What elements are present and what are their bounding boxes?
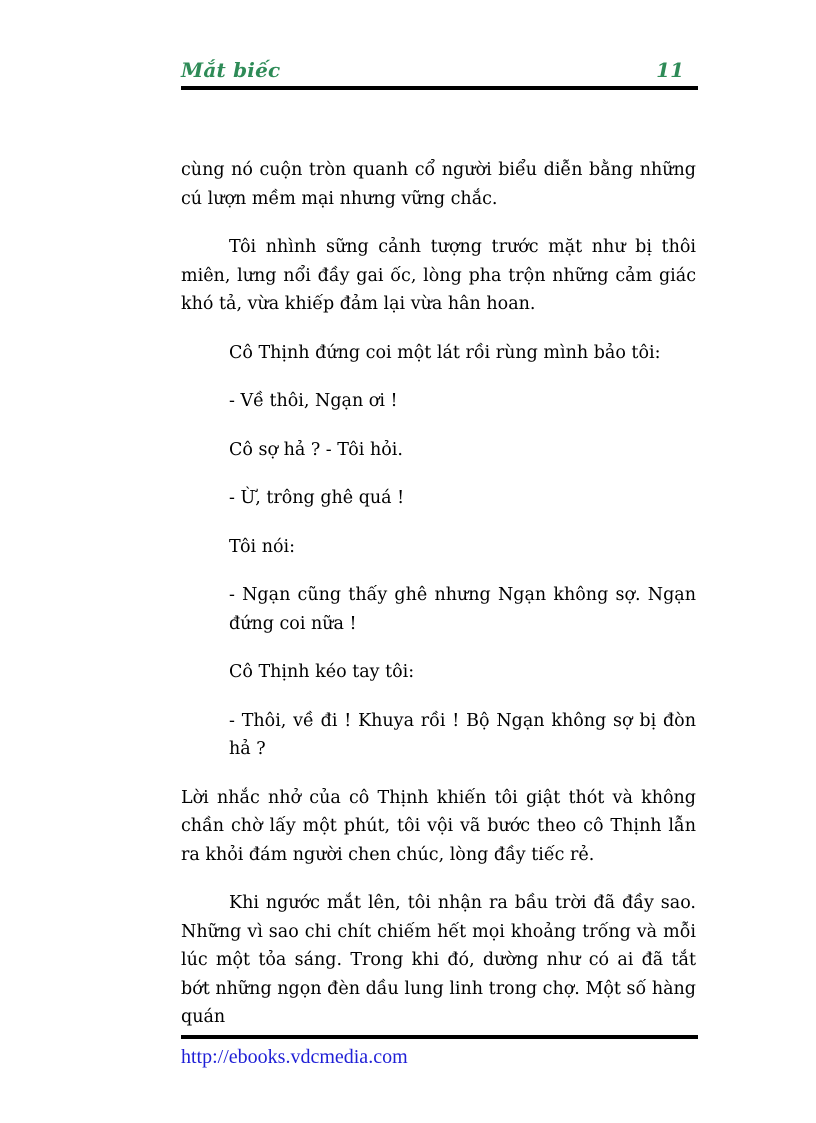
body-text [181, 156, 696, 1052]
dialogue-line: - Thôi, về đi ! Khuya rồi ! Bộ Ngạn không sợ bị đòn hả ? [229, 710, 696, 759]
paragraph: Lời nhắc nhở của cô Thịnh khiến tôi giật thót và không chần chờ lấy một phút, tôi vội vã bước theo cô Thịnh lẫn ra khỏi đám người chen chúc, lòng đầy tiếc rẻ. [181, 787, 696, 865]
dialogue-line: - Ừ, trông ghê quá ! [229, 488, 405, 508]
dialogue-line: Cô Thịnh đứng coi một lát rồi rùng mình bảo tôi: [229, 342, 661, 363]
footer-link[interactable]: http://ebooks.vdcmedia.com [181, 1046, 408, 1068]
footer-rule [181, 1035, 698, 1039]
dialogue-line: Cô Thịnh kéo tay tôi: [229, 662, 415, 682]
running-header [181, 54, 698, 88]
dialogue-line: Cô sợ hả ? - Tôi hỏi. [229, 439, 403, 460]
page-number: 11 [656, 58, 684, 82]
dialogue-line: - Ngạn cũng thấy ghê nhưng Ngạn không sợ. Ngạn đứng coi nữa ! [229, 585, 696, 634]
header-rule [181, 86, 698, 90]
paragraph: cùng nó cuộn tròn quanh cổ người biểu diễn bằng những cú lượn mềm mại nhưng vững chắc. [181, 160, 696, 209]
book-title: Mắt biếc [181, 58, 281, 82]
dialogue-line: Tôi nói: [229, 536, 295, 557]
paragraph: Tôi nhình sững cảnh tượng trước mặt như bị thôi miên, lưng nổi đầy gai ốc, lòng pha trộn những cảm giác khó tả, vừa khiếp đảm lại vừa hân hoan. [181, 237, 696, 314]
paragraph: Khi ngước mắt lên, tôi nhận ra bầu trời đã đầy sao. Những vì sao chi chít chiếm hết mọi khoảng trống và mỗi lúc một tỏa sáng. Trong khi đó, dường như có ai đã tắt bớt những ngọn đèn dầu lung linh trong chợ. Một số hàng quán [181, 893, 696, 1027]
dialogue-line: - Về thôi, Ngạn ơi ! [229, 391, 398, 411]
